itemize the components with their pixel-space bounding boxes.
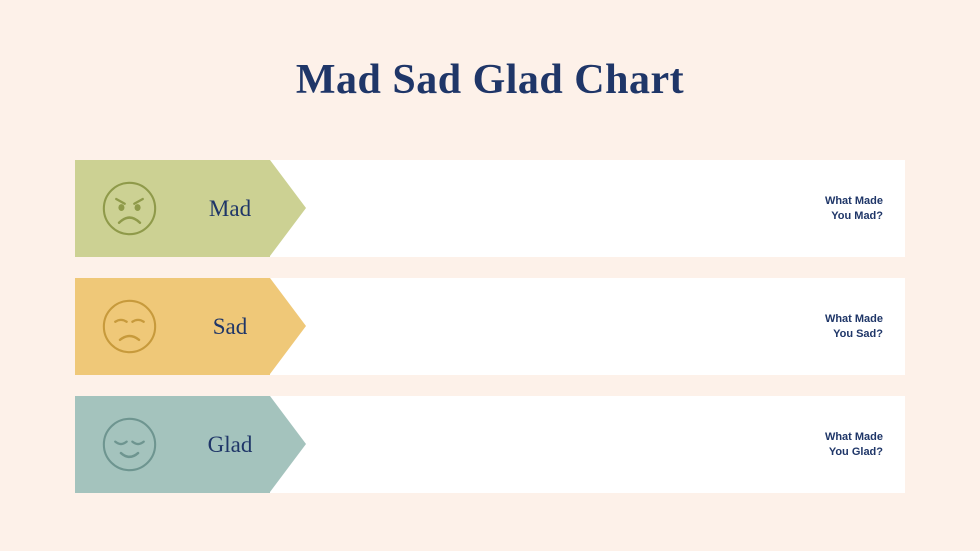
chart-rows (75, 160, 905, 514)
chart-row-mad[interactable] (75, 160, 905, 257)
row-prompt-sad-line2: You Sad? (833, 327, 883, 340)
angry-face-icon (101, 180, 158, 237)
row-tag-glad (75, 396, 305, 493)
row-prompt-mad (825, 160, 883, 257)
page-title: Mad Sad Glad Chart (295, 57, 685, 103)
sad-face-icon (101, 298, 158, 355)
row-label-glad: Glad (207, 431, 253, 457)
chart-row-sad[interactable] (75, 278, 905, 375)
row-label-mad: Mad (208, 195, 252, 221)
row-prompt-glad-line2: You Glad? (828, 445, 883, 458)
row-prompt-glad (825, 396, 883, 493)
row-prompt-mad-line1: What Made (824, 194, 883, 207)
row-label-sad: Sad (212, 313, 248, 339)
row-prompt-glad-line1: What Made (824, 430, 883, 443)
row-prompt-mad-line2: You Mad? (831, 209, 883, 222)
chart-row-glad[interactable] (75, 396, 905, 493)
row-prompt-sad (825, 278, 883, 375)
row-prompt-sad-line1: What Made (824, 312, 883, 325)
row-tag-mad (75, 160, 305, 257)
row-tag-sad (75, 278, 305, 375)
glad-face-icon (101, 416, 158, 473)
